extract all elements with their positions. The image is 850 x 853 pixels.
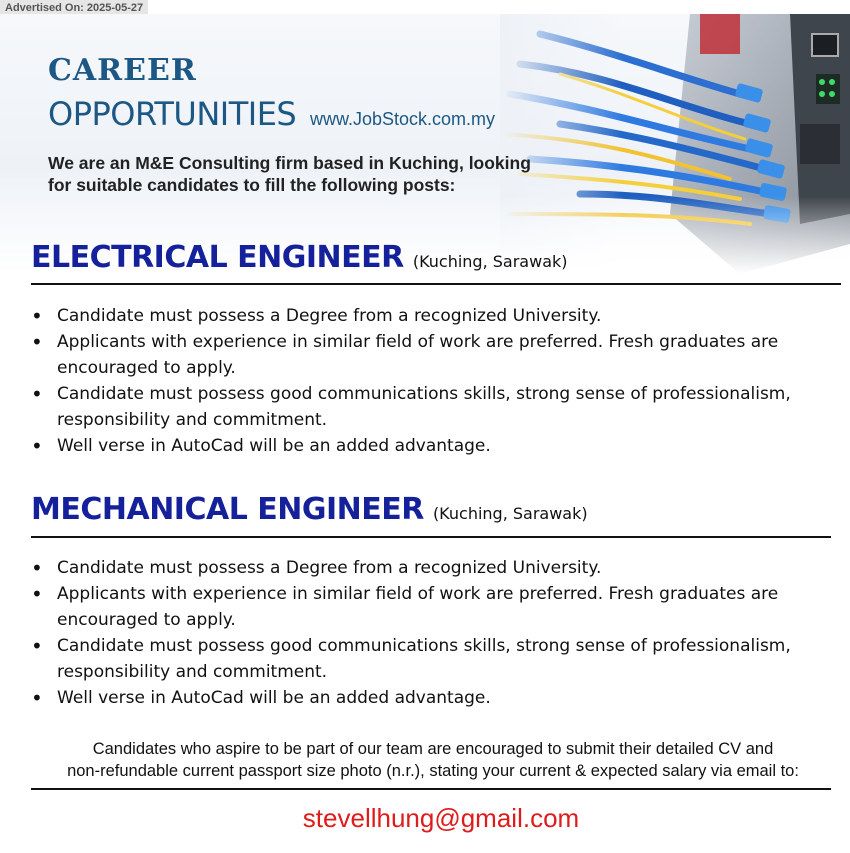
list-item: • Well verse in AutoCad will be an added advantage. (57, 433, 847, 459)
list-item: • Candidate must possess good communications skills, strong sense of professionalism, responsibility and commitment. (57, 633, 847, 685)
job-location: (Kuching, Sarawak) (412, 252, 568, 271)
list-item: • Well verse in AutoCad will be an added advantage. (57, 685, 847, 711)
footer-divider (31, 788, 831, 790)
company-intro: We are an M&E Consulting firm based in Kuching, looking for suitable candidates to fill the following posts: (48, 153, 531, 195)
section-divider (31, 536, 831, 538)
advertised-date-badge: Advertised On: 2025-05-27 (0, 0, 148, 16)
apply-line-2: non-refundable current passport size photo (n.r.), stating your current & expected salary via email to: (67, 762, 799, 780)
website-link[interactable]: www.JobStock.com.my (310, 109, 496, 129)
job-title-electrical (31, 240, 568, 275)
requirements-list-electrical (31, 303, 847, 459)
job-location: (Kuching, Sarawak) (432, 504, 588, 523)
contact-email-link[interactable]: stevellhung@gmail.com (302, 803, 580, 833)
list-item: • Candidate must possess a Degree from a recognized University. (57, 303, 847, 329)
list-item: • Candidate must possess good communications skills, strong sense of professionalism, responsibility and commitment. (57, 381, 847, 433)
job-title-mechanical (31, 492, 588, 527)
job-name: MECHANICAL ENGINEER (31, 492, 424, 527)
requirements-list-mechanical (31, 555, 847, 711)
application-instructions (0, 738, 850, 782)
job-name: ELECTRICAL ENGINEER (31, 240, 404, 275)
list-item: • Applicants with experience in similar field of work are preferred. Fresh graduates are encouraged to apply. (57, 581, 847, 633)
apply-line-1: Candidates who aspire to be part of our team are encouraged to submit their detailed CV and (92, 740, 774, 758)
career-heading: CAREER (48, 53, 197, 88)
network-cables-image (500, 14, 850, 274)
opportunities-heading: OPPORTUNITIES (48, 95, 297, 133)
list-item: • Applicants with experience in similar field of work are preferred. Fresh graduates are encouraged to apply. (57, 329, 847, 381)
header-banner (0, 14, 850, 274)
section-divider (31, 283, 841, 285)
list-item: • Candidate must possess a Degree from a recognized University. (57, 555, 847, 581)
